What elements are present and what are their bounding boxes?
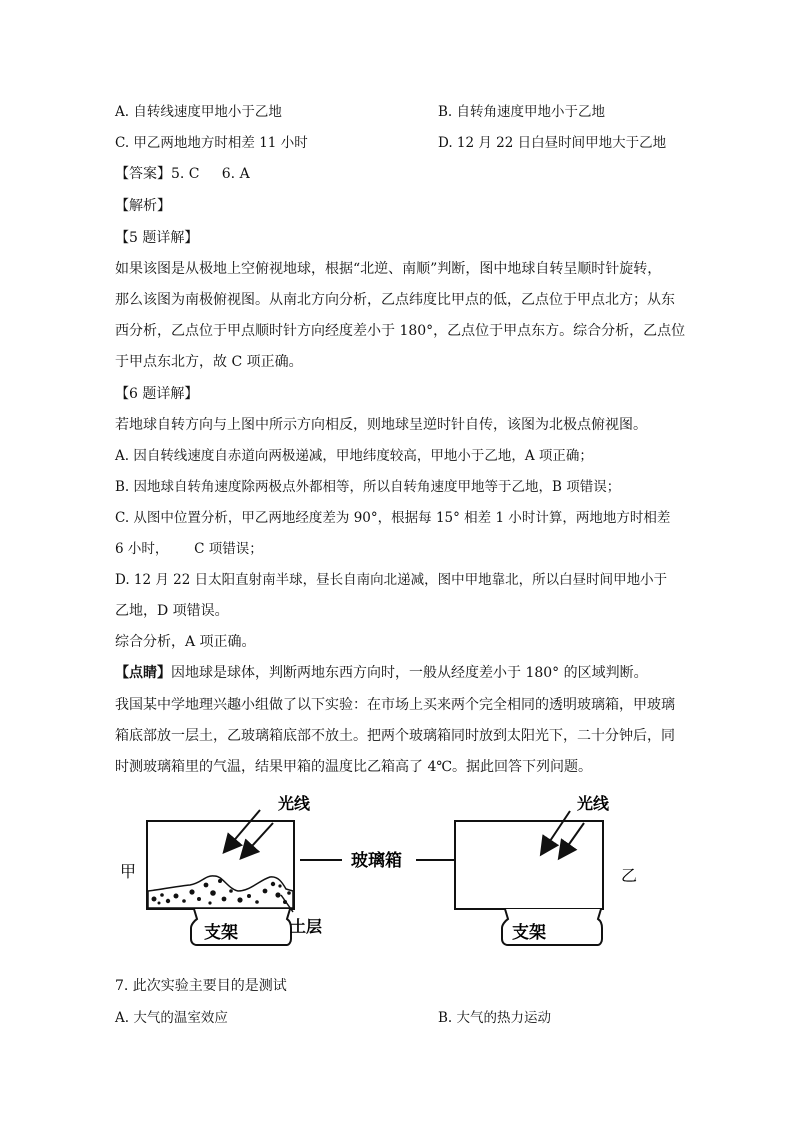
passage-line: 时测玻璃箱里的气温，结果甲箱的温度比乙箱高了 4℃。据此回答下列问题。 bbox=[115, 759, 593, 775]
q6-detail-heading: 【6 题详解】 bbox=[115, 386, 199, 402]
q6-detail-line: 乙地，D 项错误。 bbox=[115, 603, 229, 619]
q5-detail-line: 如果该图是从极地上空俯视地球，根据“北逆、南顺”判断，图中地球自转呈顺时针旋转， bbox=[115, 261, 662, 277]
soil-label: 土层 bbox=[290, 917, 323, 936]
tip-line bbox=[115, 663, 648, 683]
box-label-jia: 甲 bbox=[120, 862, 137, 881]
tip-text: 因地球是球体，判断两地东西方向时，一般从经度差小于 180° 的区域判断。 bbox=[171, 665, 648, 681]
q5-option-d: D. 12 月 22 日白昼时间甲地大于乙地 bbox=[438, 135, 667, 151]
q6-detail-line: 若地球自转方向与上图中所示方向相反，则地球呈逆时针自传，该图为北极点俯视图。 bbox=[115, 417, 647, 433]
q5-option-c: C. 甲乙两地地方时相差 11 小时 bbox=[115, 135, 308, 151]
stand-right-label: 支架 bbox=[512, 923, 546, 943]
q5-detail-heading: 【5 题详解】 bbox=[115, 230, 199, 246]
stand-left-label: 支架 bbox=[204, 923, 238, 943]
q5-detail-line: 于甲点东北方，故 C 项正确。 bbox=[115, 354, 303, 370]
q6-detail-line: D. 12 月 22 日太阳直射南半球，昼长自南向北递减，图中甲地靠北，所以白昼时间甲地小于 bbox=[115, 572, 668, 588]
glass-box-label: 玻璃箱 bbox=[351, 851, 402, 871]
q7-option-a: A. 大气的温室效应 bbox=[115, 1010, 228, 1026]
q5-option-b: B. 自转角速度甲地小于乙地 bbox=[438, 104, 606, 120]
q6-detail-line: 综合分析，A 项正确。 bbox=[115, 634, 256, 650]
analysis-heading: 【解析】 bbox=[115, 198, 171, 214]
answer-line: 【答案】5. C 6. A bbox=[115, 166, 250, 182]
q7-option-b: B. 大气的热力运动 bbox=[438, 1010, 552, 1026]
passage-line: 箱底部放一层土，乙玻璃箱底部不放土。把两个玻璃箱同时放到太阳光下，二十分钟后，同 bbox=[115, 728, 675, 744]
glass-box-right bbox=[455, 821, 603, 909]
q5-detail-line: 那么该图为南极俯视图。从南北方向分析，乙点纬度比甲点的低，乙点位于甲点北方；从东 bbox=[115, 292, 675, 308]
light-label-right: 光线 bbox=[577, 794, 610, 813]
q6-detail-line: A. 因自转线速度自赤道向两极递减，甲地纬度较高，甲地小于乙地，A 项正确； bbox=[115, 448, 593, 464]
q6-detail-line: C. 从图中位置分析，甲乙两地经度差为 90°，根据每 15° 相差 1 小时计算，两地地方时相差 bbox=[115, 510, 671, 526]
light-label-left: 光线 bbox=[278, 794, 311, 813]
experiment-diagram bbox=[110, 785, 650, 955]
passage-line: 我国某中学地理兴趣小组做了以下实验：在市场上买来两个完全相同的透明玻璃箱，甲玻璃 bbox=[115, 697, 675, 713]
box-label-yi: 乙 bbox=[621, 866, 638, 885]
tip-label: 【点睛】 bbox=[115, 665, 171, 681]
q6-detail-line: 6 小时， C 项错误； bbox=[115, 541, 263, 557]
q5-option-a: A. 自转线速度甲地小于乙地 bbox=[115, 104, 282, 120]
q7-stem: 7. 此次实验主要目的是测试 bbox=[115, 978, 287, 994]
q6-detail-line: B. 因地球自转角速度除两极点外都相等，所以自转角速度甲地等于乙地，B 项错误； bbox=[115, 479, 621, 495]
q5-detail-line: 西分析，乙点位于甲点顺时针方向经度差小于 180°，乙点位于甲点东方。综合分析，乙点位 bbox=[115, 323, 686, 339]
